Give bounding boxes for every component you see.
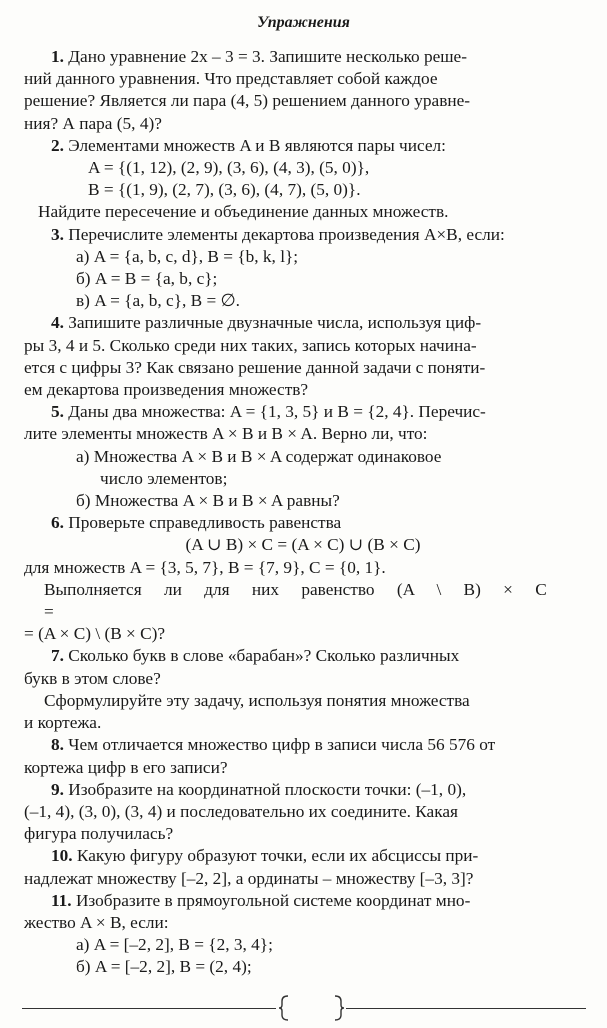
exercise-number: 5. (50, 402, 64, 422)
exercise-9-line-3: фигура получилась? (24, 824, 174, 844)
exercise-text: Изобразите в прямоугольной системе координат мно- (71, 890, 471, 910)
exercise-3-item-b: б) A = B = {a, b, c}; (76, 269, 218, 289)
exercise-11-line-2: жество A × B, если: (24, 912, 169, 932)
exercise-1-line-2: ний данного уравнения. Что представляет собой каждое (24, 69, 438, 89)
exercise-number: 4. (50, 313, 64, 333)
exercise-number: 9. (50, 779, 64, 799)
exercise-4-line-3: ется с цифры 3? Как связано решение данной задачи с поняти- (24, 357, 486, 377)
exercise-7-line-4: и кортежа. (24, 713, 102, 733)
exercise-number: 2. (50, 135, 64, 155)
exercise-5-item-b: б) Множества A × B и B × A равны? (76, 491, 340, 511)
exercise-3-item-c: в) A = {a, b, c}, B = ∅. (76, 291, 240, 311)
exercise-number: 1. (50, 47, 64, 66)
exercise-number: 11. (50, 890, 72, 910)
exercise-1-line-4: ния? А пара (5, 4)? (24, 113, 162, 133)
exercise-5-item-a: а) Множества A × B и B × A содержат одинаковое (76, 446, 442, 466)
exercise-text: Какую фигуру образуют точки, если их абсциссы при- (72, 846, 479, 866)
left-brace-icon (278, 995, 290, 1021)
footer-rule-left (22, 1008, 276, 1009)
exercise-text: Изобразите на координатной плоскости точки: (–1, 0), (63, 779, 467, 799)
exercise-text: Запишите различные двузначные числа, используя циф- (63, 313, 482, 333)
exercise-2-set-b: B = {(1, 9), (2, 7), (3, 6), (4, 7), (5, 0)}. (88, 180, 361, 200)
exercise-2-line-4: Найдите пересечение и объединение данных множеств. (38, 202, 449, 222)
exercise-3-item-a: а) A = {a, b, c, d}, B = {b, k, l}; (76, 246, 299, 266)
exercise-6-line-5: = (A × C) \ (B × C)? (24, 624, 166, 644)
exercise-6-line-4: Выполняется ли для них равенство (A \ B) × C = (44, 579, 547, 622)
exercise-list (24, 46, 568, 979)
exercise-number: 6. (50, 513, 64, 533)
exercise-8-line-1 (38, 734, 568, 756)
exercise-11-line-1 (38, 890, 568, 912)
exercise-4-line-4: ем декартова произведения множеств? (24, 380, 309, 400)
exercise-text: Сколько букв в слове «барабан»? Сколько различных (63, 646, 460, 666)
exercise-5-line-2: лите элементы множеств A × B и B × A. Верно ли, что: (24, 424, 428, 444)
exercise-text: Элементами множеств A и B являются пары чисел: (63, 135, 446, 155)
exercise-text: Чем отличается множество цифр в записи числа 56 576 от (63, 735, 496, 755)
exercise-4-line-1 (38, 312, 568, 334)
exercise-2-set-a: A = {(1, 12), (2, 9), (3, 6), (4, 3), (5, 0)}, (88, 158, 370, 178)
exercise-1-line-3: решение? Является ли пара (4, 5) решением данного уравне- (24, 91, 471, 111)
exercise-7-line-2: букв в этом слове? (24, 668, 161, 688)
exercise-number: 10. (50, 846, 73, 866)
exercise-7-line-1 (38, 645, 568, 667)
exercise-1-line-1 (38, 46, 568, 68)
exercise-text: Перечислите элементы декартова произведения A×B, если: (63, 224, 505, 244)
exercise-number: 3. (50, 224, 64, 244)
exercise-6-formula: (A ∪ B) × C = (A × C) ∪ (B × C) (185, 535, 421, 555)
exercise-9-line-2: (–1, 4), (3, 0), (3, 4) и последовательно их соедините. Какая (24, 801, 458, 821)
exercise-number: 7. (50, 646, 64, 666)
exercise-2-line-1 (38, 135, 568, 157)
exercise-6-line-3: для множеств A = {3, 5, 7}, B = {7, 9}, C = {0, 1}. (24, 557, 386, 577)
exercise-5-item-a-cont: число элементов; (100, 468, 228, 488)
exercise-11-item-b: б) A = [–2, 2], B = (2, 4); (76, 957, 252, 977)
exercise-number: 8. (50, 735, 64, 755)
exercise-10-line-2: надлежат множеству [–2, 2], а ординаты – множеству [–3, 3]? (24, 868, 474, 888)
right-brace-icon (333, 995, 345, 1021)
exercise-4-line-2: ры 3, 4 и 5. Сколько среди них таких, запись которых начина- (24, 335, 477, 355)
exercise-3-line-1 (38, 224, 568, 246)
exercise-text: Проверьте справедливость равенства (63, 513, 342, 533)
exercise-10-line-1 (38, 845, 568, 867)
footer-rule-right (346, 1008, 586, 1009)
page-footer-ornament (0, 995, 607, 1021)
exercise-5-line-1 (38, 401, 568, 423)
exercise-11-item-a: а) A = [–2, 2], B = {2, 3, 4}; (76, 935, 273, 955)
exercise-8-line-2: кортежа цифр в его записи? (24, 757, 228, 777)
exercise-7-line-3: Сформулируйте эту задачу, используя понятия множества (44, 690, 470, 710)
exercise-6-line-1 (38, 512, 568, 534)
exercise-text: Дано уравнение 2x – 3 = 3. Запишите несколько реше- (63, 47, 467, 66)
exercise-9-line-1 (38, 779, 568, 801)
exercise-text: Даны два множества: A = {1, 3, 5} и B = {2, 4}. Перечис- (63, 402, 486, 422)
page-title: Упражнения (257, 14, 350, 31)
